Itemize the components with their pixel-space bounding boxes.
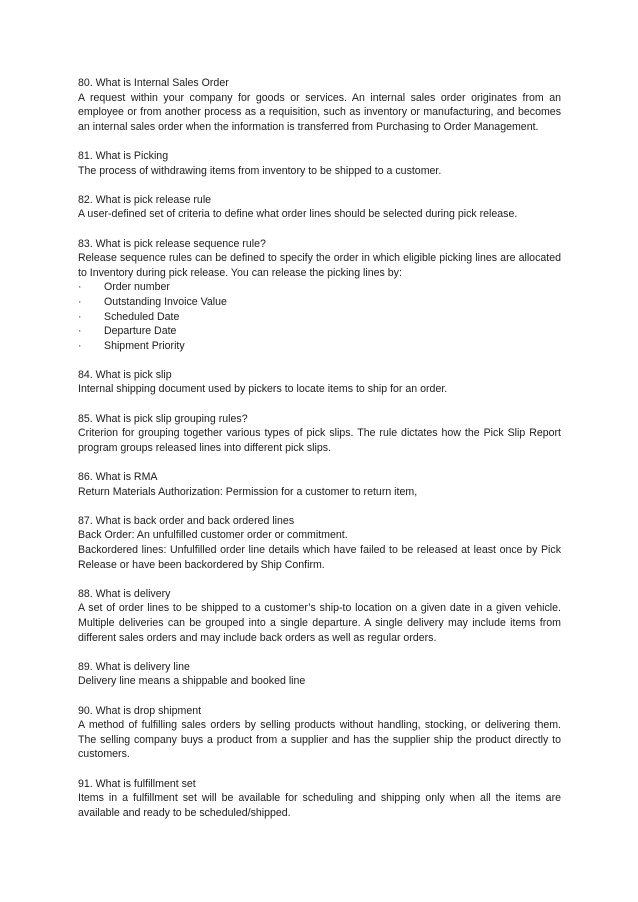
list-item-text: Scheduled Date bbox=[104, 310, 180, 323]
answer-87: Back Order: An unfulfilled customer order or commitment. bbox=[78, 529, 348, 542]
qa-item-83 bbox=[78, 237, 561, 354]
question-84: 84. What is pick slip bbox=[78, 368, 172, 381]
bullet-marker: · bbox=[78, 325, 82, 338]
answer-86: Return Materials Authorization: Permission for a customer to return item, bbox=[78, 485, 418, 498]
qa-item-89 bbox=[78, 660, 561, 689]
bullet-marker: · bbox=[78, 281, 82, 294]
qa-item-90 bbox=[78, 704, 561, 762]
answer-91: Items in a fulfillment set will be available for scheduling and shipping only when all the items are available and ready to be scheduled/shipped. bbox=[78, 792, 561, 819]
qa-item-85 bbox=[78, 412, 561, 456]
bullet-marker: · bbox=[78, 310, 82, 323]
qa-item-91 bbox=[78, 777, 561, 821]
answer-90: A method of fulfilling sales orders by selling products without handling, stocking, or delivering them. The selling company buys a product from a supplier and has the supplier ship the product directly to customers. bbox=[78, 719, 561, 761]
answer-81: The process of withdrawing items from inventory to be shipped to a customer. bbox=[78, 164, 442, 177]
qa-item-81 bbox=[78, 149, 561, 178]
answer-84: Internal shipping document used by pickers to locate items to ship for an order. bbox=[78, 383, 448, 396]
question-83: 83. What is pick release sequence rule? bbox=[78, 237, 266, 250]
question-81: 81. What is Picking bbox=[78, 149, 169, 162]
question-90: 90. What is drop shipment bbox=[78, 704, 202, 717]
qa-item-86 bbox=[78, 470, 561, 499]
list-item-text: Shipment Priority bbox=[104, 339, 185, 352]
answer-87-backordered-lines: Backordered lines: Unfulfilled order line details which have failed to be released at least once by Pick Release or have been backordered by Ship Confirm. bbox=[78, 544, 561, 571]
list-item-text: Departure Date bbox=[104, 325, 177, 338]
qa-item-82 bbox=[78, 193, 561, 222]
question-88: 88. What is delivery bbox=[78, 587, 171, 600]
list-item bbox=[78, 339, 561, 354]
question-86: 86. What is RMA bbox=[78, 471, 158, 484]
list-item-text: Order number bbox=[104, 281, 170, 294]
qa-item-80 bbox=[78, 76, 561, 134]
question-91: 91. What is fulfillment set bbox=[78, 777, 196, 790]
list-item bbox=[78, 295, 561, 310]
answer-89: Delivery line means a shippable and booked line bbox=[78, 675, 306, 688]
list-item-text: Outstanding Invoice Value bbox=[104, 295, 227, 308]
answer-80: A request within your company for goods or services. An internal sales order originates from an employee or from another process as a requisition, such as inventory or manufacturing, and becomes an internal sales order when the information is transferred from Purchasing to Order Management. bbox=[78, 91, 561, 133]
answer-85: Criterion for grouping together various types of pick slips. The rule dictates how the Pick Slip Report program groups released lines into different pick slips. bbox=[78, 427, 561, 454]
question-85: 85. What is pick slip grouping rules? bbox=[78, 412, 248, 425]
qa-item-88 bbox=[78, 587, 561, 645]
question-80: 80. What is Internal Sales Order bbox=[78, 77, 229, 89]
answer-83: Release sequence rules can be defined to specify the order in which eligible picking lines are allocated to Inventory during pick release. You can release the picking lines by: bbox=[78, 252, 561, 279]
question-89: 89. What is delivery line bbox=[78, 660, 190, 673]
answer-82: A user-defined set of criteria to define what order lines should be selected during pick release. bbox=[78, 208, 518, 221]
answer-88: A set of order lines to be shipped to a customer’s ship-to location on a given date in a given vehicle. Multiple deliveries can be grouped into a single departure. A single delivery may include items from different sales orders and may include back orders as well as regular orders. bbox=[78, 602, 561, 644]
qa-item-84 bbox=[78, 368, 561, 397]
bullet-marker: · bbox=[78, 339, 82, 352]
document-page bbox=[78, 76, 561, 835]
question-87: 87. What is back order and back ordered lines bbox=[78, 514, 295, 527]
qa-item-87 bbox=[78, 514, 561, 572]
list-item bbox=[78, 280, 561, 295]
list-item bbox=[78, 310, 561, 325]
bullet-marker: · bbox=[78, 295, 82, 308]
list-item bbox=[78, 324, 561, 339]
question-82: 82. What is pick release rule bbox=[78, 193, 212, 206]
